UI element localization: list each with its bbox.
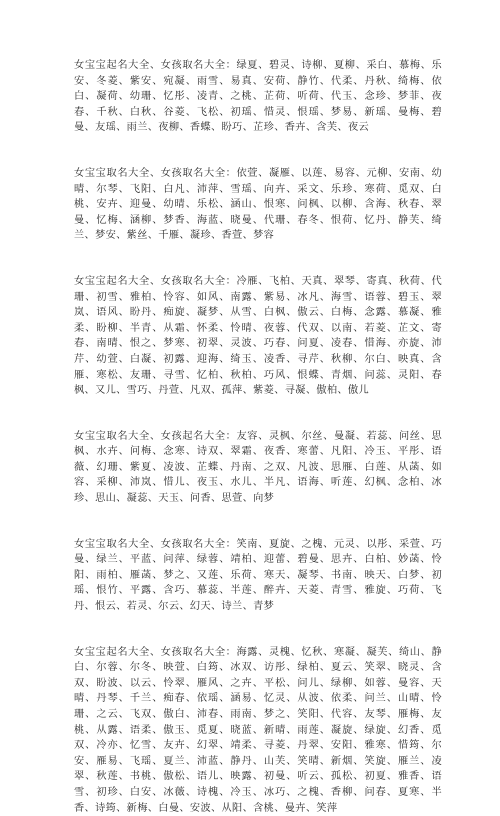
name-list-paragraph-3: 女宝宝起名大全、女孩取名大全：冷雁、飞柏、天真、翠琴、寄真、秋荷、代珊、初雪、雅柏、怜容、如风、南露、紫易、冰凡、海雪、语蓉、碧玉、翠岚、语风、盼丹、痴旋、凝梦、从雪、白枫、傲云、白梅、念露、慕凝、雅柔、盼柳、半青、从霜、怀柔、怜晴、夜蓉、代双、以南、若菱、芷文、寄春、南晴、恨之、梦寒、初翠、灵波、巧春、问夏、凌春、惜海、亦旋、沛芹、幼萱、白凝、初露、迎海、绮玉、凌香、寻芹、秋柳、尔白、映真、含雁、寒松、友珊、寻雪、忆柏、秋柏、巧风、恨蝶、青烟、问蕊、灵阳、春枫、又儿、雪巧、丹萱、凡双、孤萍、紫菱、寻凝、傲柏、傲儿 bbox=[74, 275, 442, 397]
name-list-paragraph-2: 女宝宝取名大全、女孩取名大全：依萱、凝雁、以莲、易容、元柳、安南、幼晴、尔琴、飞阳、白凡、沛萍、雪瑶、向卉、采文、乐珍、寒荷、觅双、白桃、安卉、迎曼、幼晴、乐松、涵山、恨寒、问枫、以柳、含海、秋春、翠曼、忆梅、涵柳、梦香、海蓝、晓曼、代珊、春冬、恨荷、忆丹、静芙、绮兰、梦安、紫丝、千雁、凝珍、香萱、梦容 bbox=[74, 167, 442, 242]
name-list-paragraph-5: 女宝宝取名大全、女孩取名大全：笑南、夏旋、之槐、元灵、以彤、采萱、巧曼、绿兰、平蓝、问萍、绿蓉、靖柏、迎蕾、碧曼、思卉、白柏、妙菡、怜阳、雨柏、雁菡、梦之、又莲、乐荷、寒天、凝琴、书南、映天、白梦、初瑶、恨竹、平露、含巧、慕蕊、半莲、醉卉、天菱、青雪、雅旋、巧荷、飞丹、恨云、若灵、尔云、幻天、诗兰、青梦 bbox=[74, 538, 442, 613]
name-list-paragraph-1: 女宝宝起名大全、女孩取名大全：绿夏、碧灵、诗柳、夏柳、采白、慕梅、乐安、冬菱、紫安、宛凝、雨雪、易真、安荷、静竹、代柔、丹秋、绮梅、依白、凝荷、幼珊、忆彤、凌青、之桃、芷荷、听荷、代玉、念珍、梦菲、夜春、千秋、白秋、谷菱、飞松、初瑶、惜灵、恨瑶、梦易、新瑶、曼梅、碧曼、友瑶、雨兰、夜柳、香蝶、盼巧、芷珍、香卉、含芙、夜云 bbox=[74, 60, 442, 134]
name-list-paragraph-6: 女宝宝起名大全、女孩取名大全：海露、灵槐、忆秋、寒凝、凝芙、绮山、静白、尔蓉、尔冬、映萱、白筠、冰双、访彤、绿柏、夏云、笑翠、晓灵、含双、盼波、以云、怜翠、雁风、之卉、平松、问儿、绿柳、如蓉、曼容、天晴、丹琴、千兰、痴春、依瑶、涵易、忆灵、从波、依柔、问兰、山晴、怜珊、之云、飞双、傲白、沛春、雨南、梦之、笑阳、代容、友琴、雁梅、友桃、从露、语柔、傲玉、觅夏、晓蓝、新晴、雨莲、凝旋、绿旋、幻香、觅双、冷亦、忆雪、友卉、幻翠、靖柔、寻菱、丹翠、安阳、雅寒、惜筠、尔安、雁易、飞瑶、夏兰、沛蓝、静丹、山芙、笑晴、新烟、笑旋、雁兰、凌翠、秋莲、书桃、傲松、语儿、映露、初曼、听云、孤松、初夏、雅香、语雪、初珍、白安、冰薇、诗槐、冷玉、冰巧、之槐、香柳、问春、夏寒、半香、诗筠、新梅、白曼、安波、从阳、含桃、曼卉、笑萍 bbox=[74, 646, 442, 814]
name-list-paragraph-4: 女宝宝取名大全、女孩起名大全：友容、灵枫、尔丝、曼凝、若蕊、问丝、思枫、水卉、问梅、念寒、诗双、翠霜、夜香、寒蕾、凡阳、冷玉、平彤、语薇、幻珊、紫夏、凌波、芷蝶、丹南、之双、凡波、思雁、白莲、从菡、如容、采柳、沛岚、惜儿、夜玉、水儿、半凡、语海、听莲、幻枫、念柏、冰珍、思山、凝蕊、天玉、问香、思萱、向梦 bbox=[74, 430, 442, 505]
